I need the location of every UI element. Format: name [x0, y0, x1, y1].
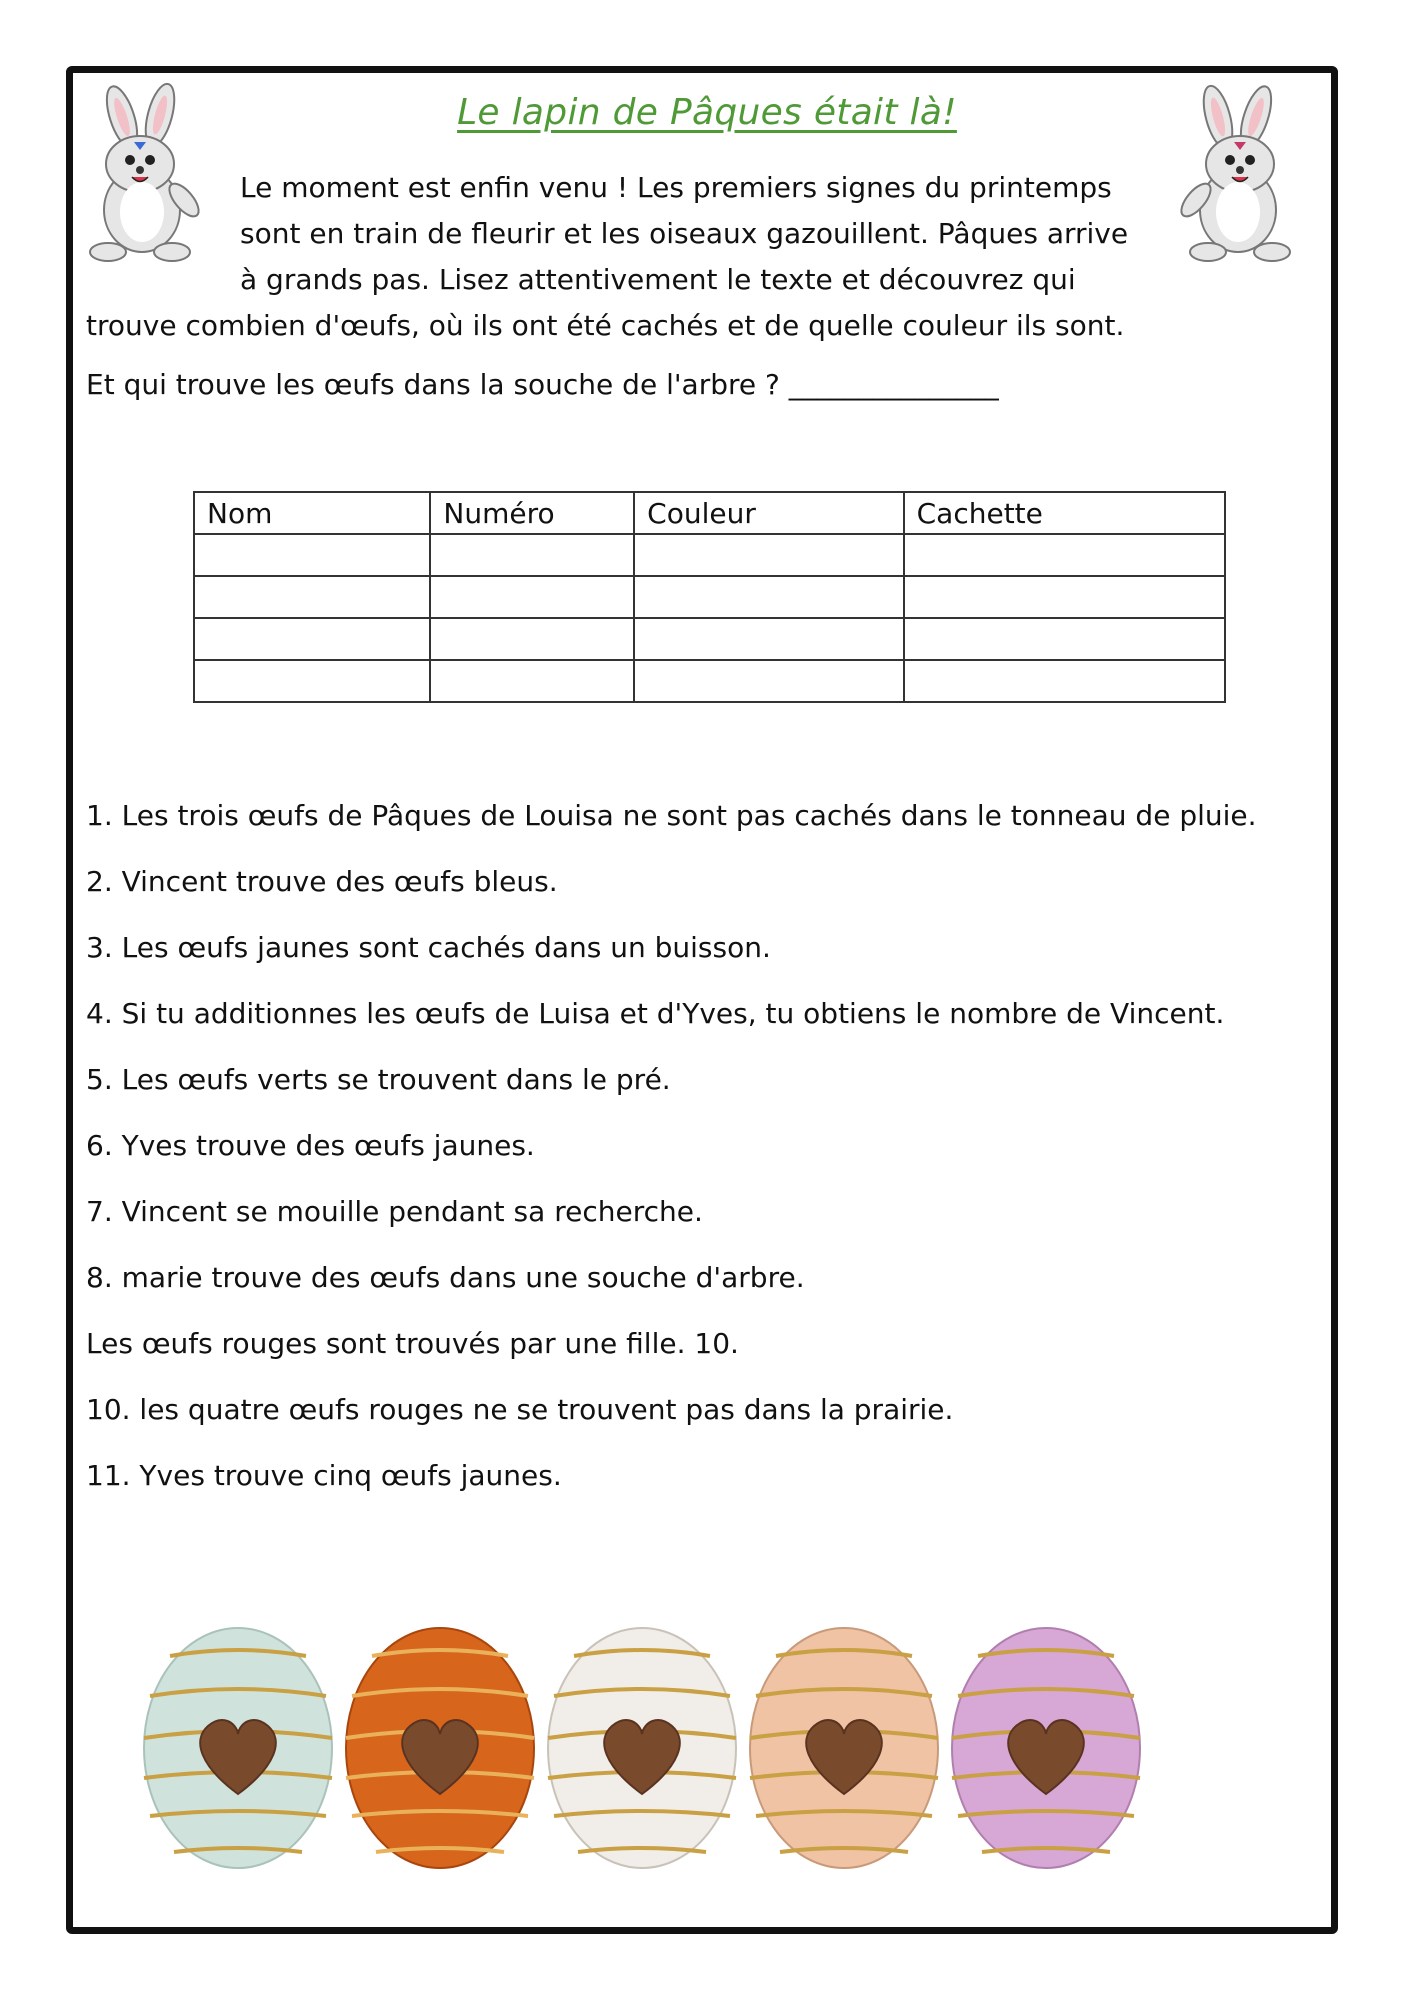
intro-line: trouve combien d'œufs, où ils ont été cachés et de quelle couleur ils sont. [86, 309, 1125, 342]
answer-cell[interactable] [430, 618, 634, 660]
easter-egg-icon [948, 1616, 1144, 1871]
answer-cell[interactable] [634, 534, 903, 576]
column-header-couleur: Couleur [634, 492, 903, 534]
intro-line: sont en train de fleurir et les oiseaux gazouillent. Pâques arrive [240, 217, 1129, 250]
clue-item: Les œufs rouges sont trouvés par une fille. 10. [86, 1327, 739, 1360]
intro-line: Le moment est enfin venu ! Les premiers signes du printemps [240, 171, 1112, 204]
bunny-icon [1172, 82, 1300, 267]
table-row [194, 618, 1225, 660]
column-header-nom: Nom [194, 492, 430, 534]
clue-item: 5. Les œufs verts se trouvent dans le pré. [86, 1063, 671, 1096]
easter-egg-icon [342, 1616, 538, 1871]
question-text: Et qui trouve les œufs dans la souche de l'arbre ? _______________ [86, 368, 999, 401]
answer-cell[interactable] [194, 660, 430, 702]
answer-cell[interactable] [904, 618, 1225, 660]
column-header-cachette: Cachette [904, 492, 1225, 534]
clue-item: 8. marie trouve des œufs dans une souche d'arbre. [86, 1261, 805, 1294]
clue-item: 2. Vincent trouve des œufs bleus. [86, 865, 558, 898]
answer-cell[interactable] [194, 534, 430, 576]
clue-item: 4. Si tu additionnes les œufs de Luisa et d'Yves, tu obtiens le nombre de Vincent. [86, 997, 1225, 1030]
answer-cell[interactable] [430, 576, 634, 618]
answer-cell[interactable] [194, 618, 430, 660]
answer-cell[interactable] [634, 618, 903, 660]
answer-cell[interactable] [904, 576, 1225, 618]
bunny-icon [80, 82, 208, 267]
clue-item: 6. Yves trouve des œufs jaunes. [86, 1129, 535, 1162]
answer-cell[interactable] [904, 660, 1225, 702]
table-header-row [194, 492, 1225, 534]
answer-cell[interactable] [430, 534, 634, 576]
answer-table [193, 491, 1226, 703]
table-row [194, 534, 1225, 576]
answer-cell[interactable] [194, 576, 430, 618]
clue-item: 1. Les trois œufs de Pâques de Louisa ne sont pas cachés dans le tonneau de pluie. [86, 799, 1257, 832]
easter-egg-icon [140, 1616, 336, 1871]
table-row [194, 660, 1225, 702]
easter-eggs-row [140, 1616, 1150, 1876]
easter-egg-icon [544, 1616, 740, 1871]
clue-list [86, 798, 1257, 1524]
answer-cell[interactable] [430, 660, 634, 702]
answer-cell[interactable] [634, 576, 903, 618]
clue-item: 11. Yves trouve cinq œufs jaunes. [86, 1459, 562, 1492]
easter-egg-icon [746, 1616, 942, 1871]
column-header-numero: Numéro [430, 492, 634, 534]
clue-item: 7. Vincent se mouille pendant sa recherche. [86, 1195, 703, 1228]
clue-item: 3. Les œufs jaunes sont cachés dans un buisson. [86, 931, 771, 964]
table-row [194, 576, 1225, 618]
clue-item: 10. les quatre œufs rouges ne se trouvent pas dans la prairie. [86, 1393, 954, 1426]
intro-line: à grands pas. Lisez attentivement le texte et découvrez qui [240, 263, 1076, 296]
page-title: Le lapin de Pâques était là! [457, 92, 957, 133]
answer-cell[interactable] [904, 534, 1225, 576]
answer-cell[interactable] [634, 660, 903, 702]
